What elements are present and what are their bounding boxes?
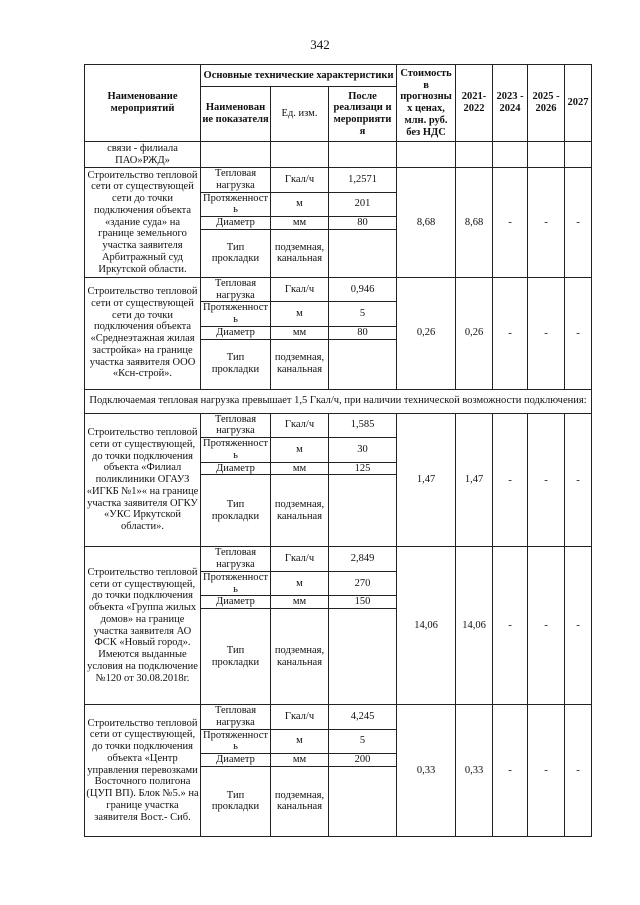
load-label: Тепловая нагрузка [201,168,271,193]
load-value: 1,2571 [329,168,397,193]
header-2021: 2021- 2022 [456,65,493,142]
load-value: 1,585 [329,413,397,438]
row-2-name: Строительство тепловой сети от существующей сети до точки подключения объекта «Среднеэтажная жилая застройка» на границе участка заявителя ООО «Ксн-строй». [85,277,201,389]
unit-cell: мм [271,754,329,767]
type-value: подземная, канальная [271,339,329,389]
y2021-value: 14,06 [456,547,493,705]
row-4-name: Строительство тепловой сети от существующей, до точки подключения объекта «Группа жилых домов» на границе участка заявителя АО ФСК «Новый город». Имеются выданные условия на подключение №120 от 30.08.2018г. [85,547,201,705]
unit-cell: Гкал/ч [271,168,329,193]
header-row-1 [85,65,592,87]
header-unit: Ед. изм. [271,87,329,142]
load-label: Тепловая нагрузка [201,705,271,730]
diameter-label: Диаметр [201,326,271,339]
y2027-value: - [565,413,592,547]
page-number: 342 [310,37,330,52]
diameter-label: Диаметр [201,217,271,230]
y2021-value: 1,47 [456,413,493,547]
y2023-value: - [493,547,528,705]
length-label: Протяженност ь [201,438,271,463]
row-5-name: Строительство тепловой сети от существующей, до точки подключения объекта «Центр управления перевозками Восточного полигона (ЦУП ВП). Блок №5.» на границе участка заявителя Вост.- Сиб. [85,705,201,837]
table-row [85,547,592,572]
table-row [85,277,592,302]
unit-cell: м [271,302,329,327]
type-label: Тип прокладки [201,229,271,277]
cost-value: 0,33 [397,705,456,837]
y2023-value: - [493,413,528,547]
length-value: 5 [329,729,397,754]
type-label: Тип прокладки [201,339,271,389]
y2027-value: - [565,547,592,705]
load-value: 4,245 [329,705,397,730]
y2023-value: - [493,277,528,389]
load-value: 2,849 [329,547,397,572]
cost-value: 14,06 [397,547,456,705]
section-note: Подключаемая тепловая нагрузка превышает 1,5 Гкал/ч, при наличии технической возможности подключения: [85,389,592,413]
cost-value: 0,26 [397,277,456,389]
diameter-value: 80 [329,326,397,339]
type-label: Тип прокладки [201,609,271,705]
length-value: 201 [329,192,397,217]
table-row [85,705,592,730]
length-value: 270 [329,571,397,596]
measures-table [84,64,592,837]
type-value: подземная, канальная [271,766,329,836]
unit-cell: м [271,438,329,463]
load-label: Тепловая нагрузка [201,547,271,572]
cost-value: 1,47 [397,413,456,547]
y2023-value: - [493,168,528,278]
unit-cell: Гкал/ч [271,277,329,302]
header-2025: 2025 - 2026 [528,65,565,142]
row-1-name: Строительство тепловой сети от существующей сети до точки подключения объекта «здание суда» на границе земельного участка заявителя Арбитражный суд Иркутской области. [85,168,201,278]
header-indicator: Наименован ие показателя [201,87,271,142]
y2025-value: - [528,277,565,389]
header-name: Наименование мероприятий [85,65,201,142]
type-label: Тип прокладки [201,475,271,547]
cost-value: 8,68 [397,168,456,278]
y2027-value: - [565,705,592,837]
y2025-value: - [528,168,565,278]
diameter-label: Диаметр [201,754,271,767]
length-label: Протяженност ь [201,571,271,596]
diameter-value: 150 [329,596,397,609]
unit-cell: мм [271,596,329,609]
y2025-value: - [528,547,565,705]
header-cost: Стоимость в прогнозны х ценах, млн. руб. без НДС [397,65,456,142]
length-value: 30 [329,438,397,463]
header-2023: 2023 - 2024 [493,65,528,142]
type-label: Тип прокладки [201,766,271,836]
diameter-value: 200 [329,754,397,767]
diameter-label: Диаметр [201,596,271,609]
diameter-label: Диаметр [201,462,271,475]
continuation-row [85,142,592,168]
table-row [85,413,592,438]
table-row [85,168,592,193]
length-value: 5 [329,302,397,327]
diameter-value: 125 [329,462,397,475]
y2021-value: 0,26 [456,277,493,389]
load-label: Тепловая нагрузка [201,277,271,302]
y2021-value: 8,68 [456,168,493,278]
unit-cell: мм [271,326,329,339]
length-label: Протяженност ь [201,729,271,754]
y2021-value: 0,33 [456,705,493,837]
continuation-text: связи - филиала ПАО»РЖД» [85,142,201,168]
length-label: Протяженност ь [201,302,271,327]
header-2027: 2027 [565,65,592,142]
y2025-value: - [528,413,565,547]
y2025-value: - [528,705,565,837]
unit-cell: м [271,729,329,754]
type-value: подземная, канальная [271,475,329,547]
section-note-row [85,389,592,413]
header-after: После реализаци и мероприяти я [329,87,397,142]
length-label: Протяженност ь [201,192,271,217]
unit-cell: м [271,571,329,596]
type-value: подземная, канальная [271,229,329,277]
header-tech: Основные технические характеристики [201,65,397,87]
y2023-value: - [493,705,528,837]
unit-cell: м [271,192,329,217]
unit-cell: Гкал/ч [271,705,329,730]
unit-cell: мм [271,462,329,475]
load-label: Тепловая нагрузка [201,413,271,438]
unit-cell: мм [271,217,329,230]
load-value: 0,946 [329,277,397,302]
unit-cell: Гкал/ч [271,547,329,572]
row-3-name: Строительство тепловой сети от существующей, до точки подключения объекта «Филиал поликлиники ОГАУЗ «ИГКБ №1»« на границе участка заявителя ОГКУ «УКС Иркутской области». [85,413,201,547]
y2027-value: - [565,277,592,389]
y2027-value: - [565,168,592,278]
diameter-value: 80 [329,217,397,230]
type-value: подземная, канальная [271,609,329,705]
unit-cell: Гкал/ч [271,413,329,438]
